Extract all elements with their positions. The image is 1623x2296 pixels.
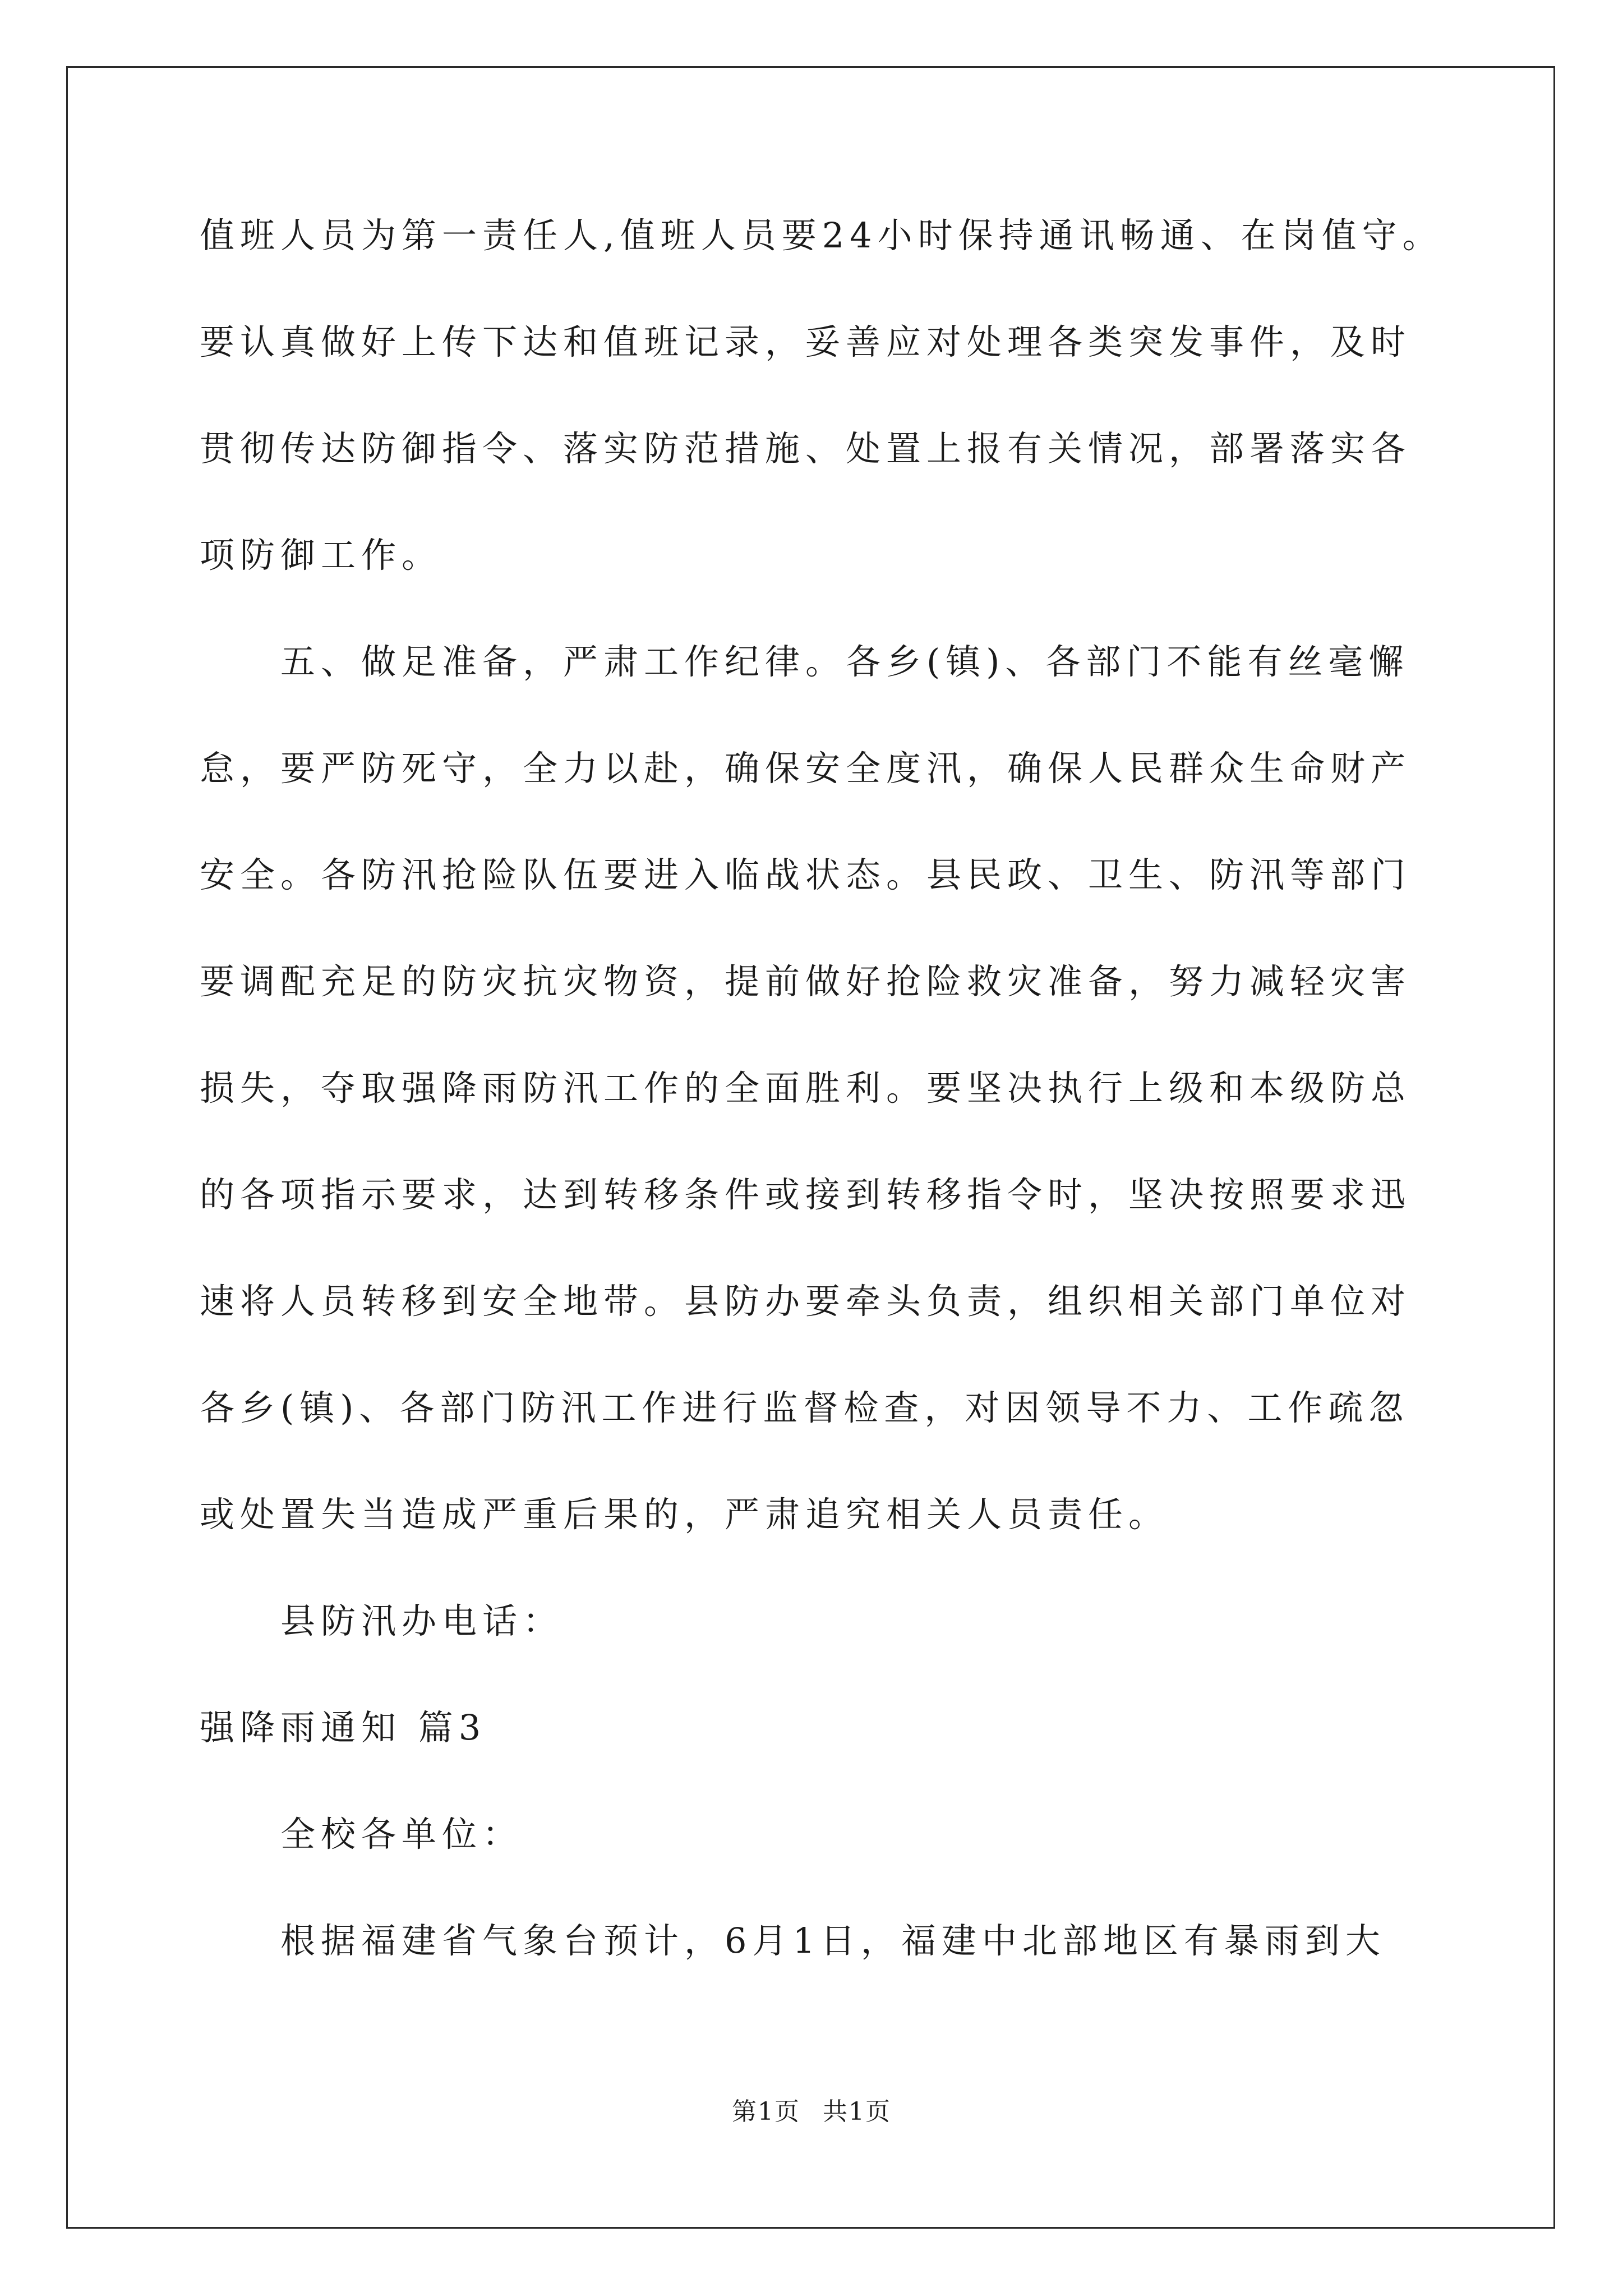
page-footer: [0, 2091, 1623, 2127]
document-body: [200, 208, 1443, 2019]
salutation-line: 全校各单位：: [280, 1814, 523, 1855]
total-pages: 共1页: [823, 2097, 891, 2126]
page-number: 第1页: [732, 2097, 800, 2126]
text-line: 损失，夺取强降雨防汛工作的全面胜利。要坚决执行上级和本级防总: [200, 1068, 1412, 1108]
text-line: 要认真做好上传下达和值班记录，妥善应对处理各类突发事件，及时: [200, 321, 1412, 362]
text-line: 或处置失当造成严重后果的，严肃追究相关人员责任。: [200, 1494, 1169, 1535]
text-line: 的各项指示要求，达到转移条件或接到转移指令时，坚决按照要求迅: [200, 1174, 1412, 1215]
text-line: 要调配充足的防灾抗灾物资，提前做好抢险救灾准备，努力减轻灾害: [200, 961, 1412, 1002]
text-line: 值班人员为第一责任人,值班人员要24小时保持通讯畅通、在岗值守。: [200, 215, 1443, 256]
paragraph-start-line: 五、做足准备，严肃工作纪律。各乡(镇)、各部门不能有丝毫懈: [280, 641, 1409, 682]
text-line: 怠，要严防死守，全力以赴，确保安全度汛，确保人民群众生命财产: [200, 748, 1412, 789]
text-line: 安全。各防汛抢险队伍要进入临战状态。县民政、卫生、防汛等部门: [200, 854, 1412, 895]
paragraph-start-line: 根据福建省气象台预计，6月1日，福建中北部地区有暴雨到大: [280, 1920, 1386, 1961]
text-line: 速将人员转移到安全地带。县防办要牵头负责，组织相关部门单位对: [200, 1281, 1412, 1322]
phone-line: 县防汛办电话：: [280, 1600, 564, 1641]
section-heading: 强降雨通知 篇3: [200, 1707, 487, 1748]
text-line: 贯彻传达防御指令、落实防范措施、处置上报有关情况，部署落实各: [200, 428, 1412, 469]
text-line: 各乡(镇)、各部门防汛工作进行监督检查，对因领导不力、工作疏忽: [200, 1387, 1409, 1428]
text-line: 项防御工作。: [200, 535, 442, 576]
